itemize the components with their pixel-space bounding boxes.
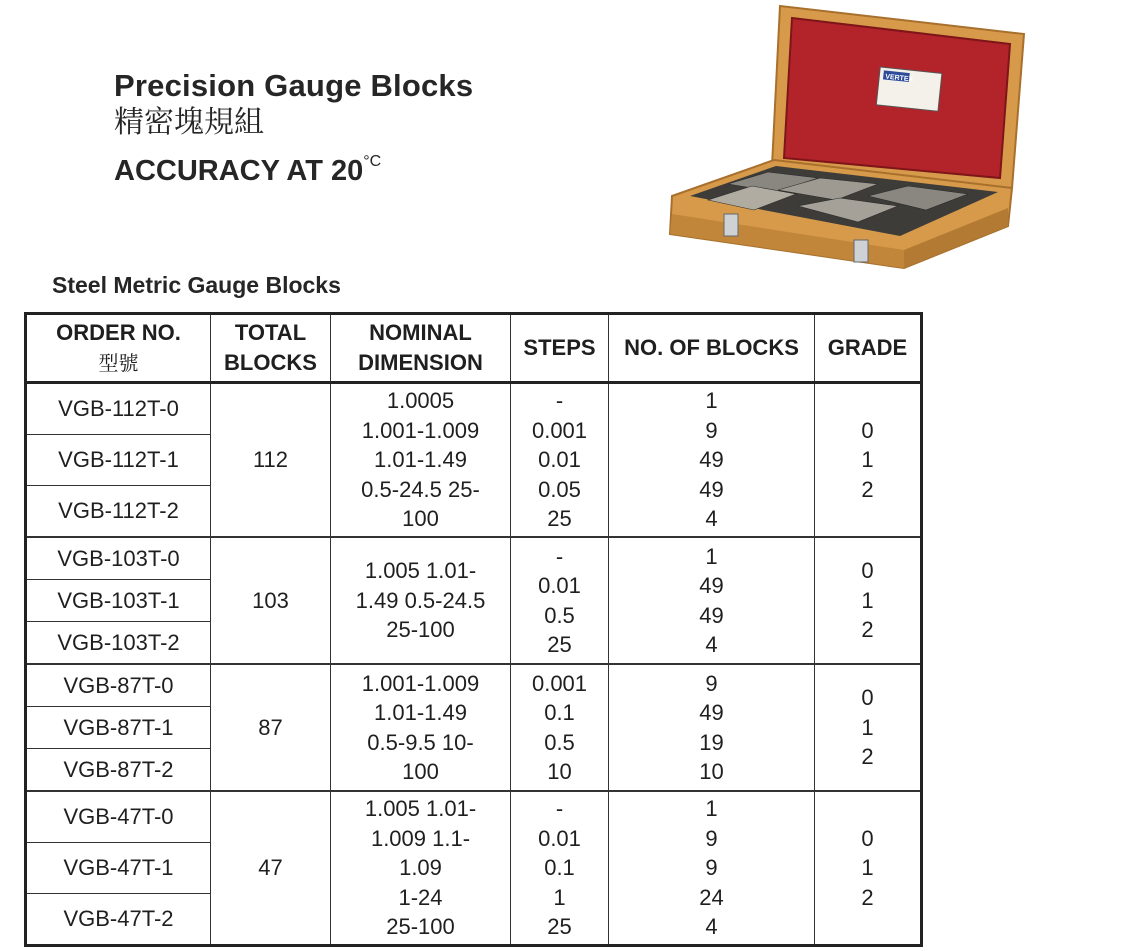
- order-number-cell: VGB-47T-2: [26, 894, 211, 946]
- order-number-cell: VGB-103T-1: [26, 580, 211, 622]
- grade-line: 1: [861, 447, 874, 473]
- grade-line: 2: [861, 476, 874, 502]
- no-of-blocks-line: 24: [699, 884, 724, 910]
- gauge-blocks-table: [24, 312, 923, 947]
- no-of-blocks-cell: [609, 383, 815, 538]
- table-row: [26, 537, 922, 580]
- order-number-cell: VGB-112T-0: [26, 383, 211, 435]
- steps-cell: [511, 664, 609, 791]
- steps-line: 0.001: [531, 417, 588, 443]
- no-of-blocks-line: 4: [705, 914, 718, 940]
- col-header-order-no: ORDER NO. 型號: [26, 314, 211, 383]
- grade-line: 2: [861, 617, 874, 643]
- steps-cell: [511, 537, 609, 664]
- no-of-blocks-line: 49: [699, 476, 724, 502]
- accuracy-text: ACCURACY AT 20: [114, 155, 364, 187]
- no-of-blocks-line: 9: [705, 670, 718, 696]
- steps-line: 25: [547, 914, 572, 940]
- nominal-dimension-cell: [331, 664, 511, 791]
- nominal-dimension-line: 1.09: [399, 855, 442, 881]
- order-number-cell: VGB-47T-1: [26, 843, 211, 894]
- col-header-nominal-dimension: NOMINAL DIMENSION: [331, 314, 511, 383]
- steps-line: 0.01: [538, 573, 581, 598]
- nominal-dimension-line: 25-100: [386, 914, 455, 940]
- no-of-blocks-line: 9: [705, 417, 718, 443]
- table-row: [26, 383, 922, 435]
- grade-line: 2: [861, 744, 874, 770]
- steps-line: 0.05: [538, 476, 581, 502]
- total-blocks-cell: 47: [211, 791, 331, 946]
- nominal-dimension-line: 1.001-1.009: [361, 417, 480, 443]
- no-of-blocks-line: 9: [705, 825, 718, 851]
- nominal-dimension-line: 1.01-1.49: [374, 700, 467, 725]
- nominal-dimension-line: 1.01-1.49: [374, 447, 467, 473]
- col-header-total-blocks: TOTAL BLOCKS: [211, 314, 331, 383]
- nominal-dimension-line: 1.001-1.009: [361, 670, 480, 696]
- order-number-cell: VGB-87T-0: [26, 664, 211, 707]
- no-of-blocks-line: 4: [705, 632, 718, 657]
- order-number-cell: VGB-47T-0: [26, 791, 211, 843]
- no-of-blocks-line: 49: [699, 573, 724, 598]
- nominal-dimension-line: 1.49 0.5-24.5: [355, 587, 486, 613]
- nominal-dimension-cell: [331, 791, 511, 946]
- col-header-grade: GRADE: [815, 314, 922, 383]
- nominal-dimension-line: 100: [402, 759, 439, 784]
- steps-line: 1: [553, 884, 566, 910]
- header: [114, 68, 473, 191]
- no-of-blocks-line: 1: [705, 543, 718, 569]
- page-title: Precision Gauge Blocks: [114, 68, 474, 103]
- nominal-dimension-line: 1.009 1.1-: [370, 825, 471, 851]
- order-number-cell: VGB-103T-2: [26, 622, 211, 665]
- grade-line: 2: [861, 884, 874, 910]
- no-of-blocks-line: 1: [705, 388, 718, 414]
- nominal-dimension-line: 1-24: [398, 884, 443, 910]
- order-number-cell: VGB-87T-1: [26, 707, 211, 749]
- brand-logo: VERTEX: [884, 73, 914, 84]
- no-of-blocks-line: 10: [699, 759, 724, 784]
- grade-line: 1: [861, 714, 874, 740]
- steps-line: 0.01: [538, 825, 581, 851]
- nominal-dimension-line: 0.5-24.5 25-: [361, 476, 480, 502]
- section-title: Steel Metric Gauge Blocks: [52, 272, 341, 298]
- table-header-row: [26, 314, 922, 383]
- gauge-block-case-photo: [668, 0, 1048, 272]
- case-latch-left: [724, 214, 738, 236]
- steps-line: 0.5: [544, 729, 575, 755]
- steps-line: 25: [547, 506, 572, 532]
- nominal-dimension-line: 25-100: [386, 617, 455, 643]
- steps-line: 0.1: [544, 700, 575, 725]
- grade-line: 1: [861, 855, 874, 881]
- order-number-cell: VGB-112T-2: [26, 486, 211, 538]
- nominal-dimension-line: 1.005 1.01-: [364, 796, 477, 822]
- steps-cell: [511, 791, 609, 946]
- steps-line: -: [555, 388, 564, 414]
- order-number-cell: VGB-112T-1: [26, 435, 211, 486]
- nominal-dimension-cell: [331, 537, 511, 664]
- total-blocks-cell: 103: [211, 537, 331, 664]
- total-blocks-cell: 112: [211, 383, 331, 538]
- steps-line: 0.5: [544, 602, 575, 628]
- accuracy-unit: °C: [363, 153, 382, 170]
- grade-cell: [815, 664, 922, 791]
- order-number-cell: VGB-103T-0: [26, 537, 211, 580]
- table-row: [26, 791, 922, 843]
- col-header-order-no-cn: 型號: [98, 351, 139, 375]
- total-blocks-cell: 87: [211, 664, 331, 791]
- no-of-blocks-line: 19: [699, 729, 724, 755]
- no-of-blocks-line: 1: [705, 796, 718, 822]
- steps-line: 10: [547, 759, 572, 784]
- no-of-blocks-cell: [609, 791, 815, 946]
- no-of-blocks-line: 49: [699, 602, 724, 628]
- no-of-blocks-line: 9: [705, 855, 718, 881]
- steps-line: 25: [547, 632, 572, 657]
- no-of-blocks-line: 49: [699, 447, 724, 473]
- case-latch-right: [854, 240, 868, 262]
- no-of-blocks-cell: [609, 664, 815, 791]
- no-of-blocks-cell: [609, 537, 815, 664]
- order-number-cell: VGB-87T-2: [26, 749, 211, 792]
- steps-line: 0.01: [538, 447, 581, 473]
- no-of-blocks-line: 49: [699, 700, 724, 725]
- nominal-dimension-line: 100: [402, 506, 439, 532]
- steps-line: -: [555, 543, 564, 569]
- grade-line: 1: [861, 587, 874, 613]
- nominal-dimension-cell: [331, 383, 511, 538]
- grade-line: 0: [861, 825, 874, 851]
- steps-line: -: [555, 796, 564, 822]
- nominal-dimension-line: 0.5-9.5 10-: [367, 729, 474, 755]
- col-header-steps: STEPS: [511, 314, 609, 383]
- table-row: [26, 664, 922, 707]
- nominal-dimension-line: 1.005 1.01-: [364, 558, 477, 584]
- grade-cell: [815, 383, 922, 538]
- grade-line: 0: [861, 558, 874, 584]
- grade-line: 0: [861, 417, 874, 443]
- steps-line: 0.001: [531, 670, 588, 696]
- steps-cell: [511, 383, 609, 538]
- nominal-dimension-line: 1.0005: [386, 388, 455, 414]
- steps-line: 0.1: [544, 855, 575, 881]
- col-header-no-of-blocks: NO. OF BLOCKS: [609, 314, 815, 383]
- accuracy-note: [114, 142, 473, 191]
- grade-cell: [815, 537, 922, 664]
- grade-line: 0: [861, 685, 874, 711]
- no-of-blocks-line: 4: [705, 506, 718, 532]
- page-subtitle-chinese: 精密塊規組: [114, 105, 264, 140]
- grade-cell: [815, 791, 922, 946]
